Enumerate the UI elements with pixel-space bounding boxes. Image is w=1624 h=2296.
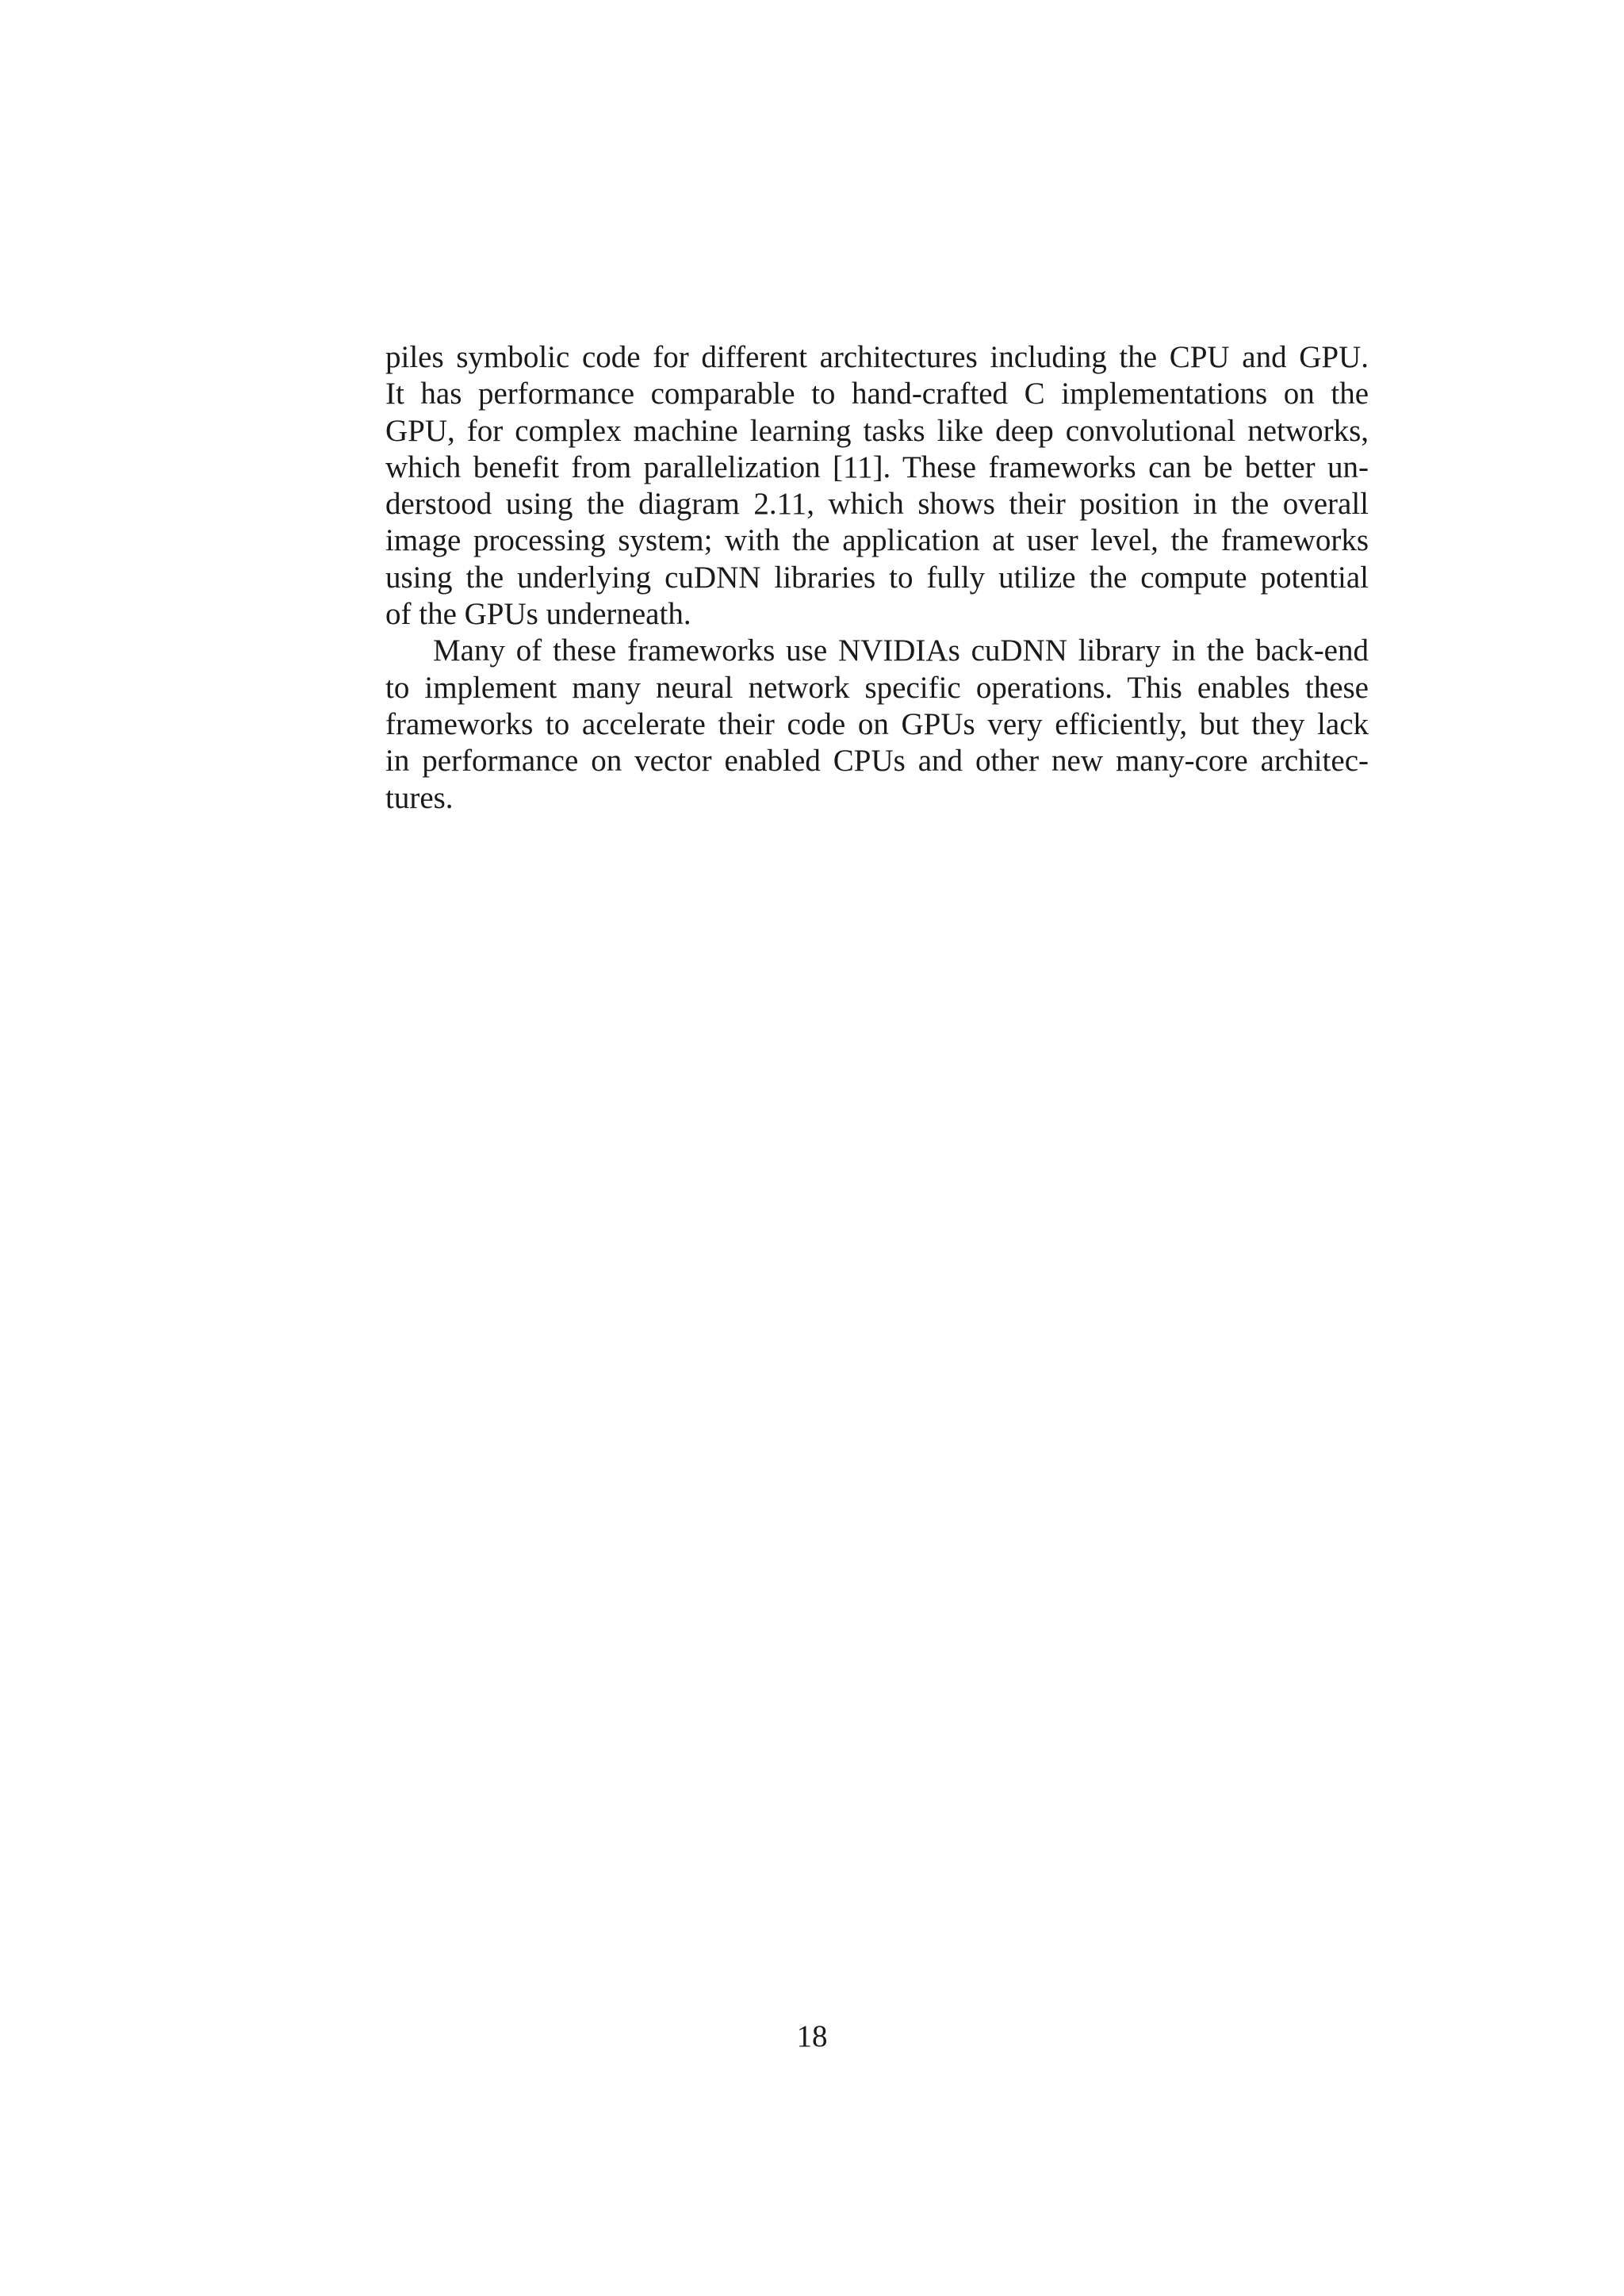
text-line: of the GPUs underneath.	[385, 597, 691, 632]
text-line: in performance on vector enabled CPUs and other new many-core architec-	[385, 744, 1369, 779]
paragraph-1	[385, 339, 1369, 633]
text-line: using the underlying cuDNN libraries to fully utilize the compute potential	[385, 560, 1369, 595]
body-text	[385, 339, 1369, 817]
paragraph-2	[385, 633, 1369, 816]
text-line: GPU, for complex machine learning tasks like deep convolutional networks,	[385, 413, 1369, 448]
text-line: Many of these frameworks use NVIDIAs cuDNN library in the back-end	[433, 633, 1369, 668]
text-line: frameworks to accelerate their code on GPUs very efficiently, but they lack	[385, 706, 1369, 741]
text-line: to implement many neural network specific operations. This enables these	[385, 670, 1369, 705]
text-line: which benefit from parallelization [11]. These frameworks can be better un-	[385, 450, 1369, 484]
text-line: tures.	[385, 780, 454, 815]
text-line: piles symbolic code for different architectures including the CPU and GPU.	[385, 340, 1369, 374]
text-line: image processing system; with the application at user level, the frameworks	[385, 523, 1369, 558]
text-line: derstood using the diagram 2.11, which shows their position in the overall	[385, 487, 1369, 522]
page-number: 18	[796, 2019, 828, 2053]
text-line: It has performance comparable to hand-crafted C implementations on the	[385, 377, 1369, 411]
